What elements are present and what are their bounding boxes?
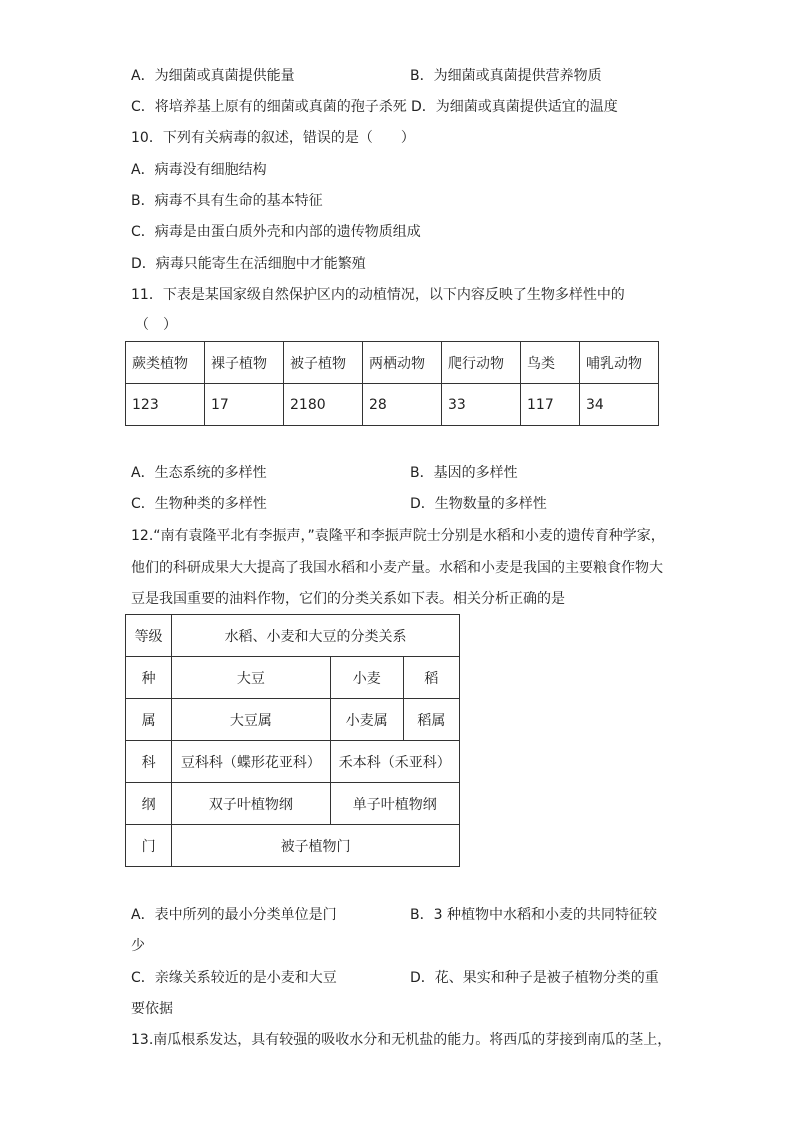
table-row: [126, 699, 460, 741]
q11-option-c: C．生物种类的多样性: [131, 496, 267, 512]
q11-stem-bracket: （ ）: [135, 317, 177, 333]
table-cell: 117: [521, 384, 580, 426]
table-cell: 单子叶植物纲: [330, 783, 459, 825]
q12-stem-line-3: 豆是我国重要的油料作物，它们的分类关系如下表。相关分析正确的是: [131, 591, 565, 607]
q10-option-b: B．病毒不具有生命的基本特征: [131, 193, 323, 209]
table-cell: 被子植物门: [172, 825, 460, 867]
table-cell: 双子叶植物纲: [172, 783, 330, 825]
table-cell: 33: [442, 384, 521, 426]
table-cell: 爬行动物: [442, 342, 521, 384]
q13-stem-line-1: 13.南瓜根系发达，具有较强的吸收水分和无机盐的能力。将西瓜的芽接到南瓜的茎上，: [131, 1032, 672, 1048]
table-cell: 小麦属: [330, 699, 403, 741]
classification-table: [125, 614, 460, 867]
q12-option-c: C．亲缘关系较近的是小麦和大豆: [131, 970, 337, 986]
q10-option-c: C．病毒是由蛋白质外壳和内部的遗传物质组成: [131, 224, 421, 240]
table-cell: 大豆属: [172, 699, 330, 741]
table-cell: 哺乳动物: [580, 342, 659, 384]
q11-option-b: B．基因的多样性: [410, 465, 518, 481]
table-cell: 属: [126, 699, 172, 741]
table-row: [126, 657, 460, 699]
table-cell: 等级: [126, 615, 172, 657]
q10-option-d: D．病毒只能寄生在活细胞中才能繁殖: [131, 256, 366, 272]
table-cell: 小麦: [330, 657, 403, 699]
table-cell: 34: [580, 384, 659, 426]
q11-option-d: D．生物数量的多样性: [410, 496, 547, 512]
q9-option-d: D．为细菌或真菌提供适宜的温度: [411, 99, 618, 115]
table-cell: 纲: [126, 783, 172, 825]
table-row: [126, 783, 460, 825]
table-cell: 种: [126, 657, 172, 699]
q12-option-d: D．花、果实和种子是被子植物分类的重: [410, 970, 659, 986]
table-cell: 蕨类植物: [126, 342, 205, 384]
table-cell: 科: [126, 741, 172, 783]
table-cell: 稻: [403, 657, 459, 699]
table-cell: 被子植物: [284, 342, 363, 384]
q9-option-c: C．将培养基上原有的细菌或真菌的孢子杀死: [131, 99, 407, 115]
table-cell: 禾本科（禾亚科）: [330, 741, 459, 783]
q12-option-b-cont: 少: [131, 938, 145, 954]
table-header-row: [126, 615, 460, 657]
table-cell: 门: [126, 825, 172, 867]
table-cell: 水稻、小麦和大豆的分类关系: [172, 615, 460, 657]
q10-stem: 10．下列有关病毒的叙述，错误的是（ ）: [131, 130, 415, 146]
q12-stem-line-1: 12.“南有袁隆平北有李振声，”袁隆平和李振声院士分别是水稻和小麦的遗传育种学家，: [131, 528, 665, 544]
table-cell: 裸子植物: [205, 342, 284, 384]
table-cell: 豆科科（蝶形花亚科）: [172, 741, 330, 783]
table-cell: 28: [363, 384, 442, 426]
q9-option-b: B．为细菌或真菌提供营养物质: [410, 68, 602, 84]
table-cell: 大豆: [172, 657, 330, 699]
table-cell: 2180: [284, 384, 363, 426]
q12-option-b: B．3 种植物中水稻和小麦的共同特征较: [410, 907, 657, 923]
table-row: [126, 825, 460, 867]
table-cell: 稻属: [403, 699, 459, 741]
species-count-table: [125, 341, 659, 426]
q12-option-d-cont: 要依据: [131, 1001, 173, 1017]
table-row: [126, 741, 460, 783]
table-cell: 123: [126, 384, 205, 426]
table-cell: 17: [205, 384, 284, 426]
q12-stem-line-2: 他们的科研成果大大提高了我国水稻和小麦产量。水稻和小麦是我国的主要粮食作物大: [131, 560, 663, 576]
q11-option-a: A．生态系统的多样性: [131, 465, 267, 481]
table-cell: 两栖动物: [363, 342, 442, 384]
table-cell: 鸟类: [521, 342, 580, 384]
q11-stem: 11．下表是某国家级自然保护区内的动植情况，以下内容反映了生物多样性中的: [131, 287, 625, 303]
table-header-row: [126, 342, 659, 384]
q10-option-a: A．病毒没有细胞结构: [131, 162, 267, 178]
q9-option-a: A．为细菌或真菌提供能量: [131, 68, 295, 84]
table-row: [126, 384, 659, 426]
q12-option-a: A．表中所列的最小分类单位是门: [131, 907, 337, 923]
